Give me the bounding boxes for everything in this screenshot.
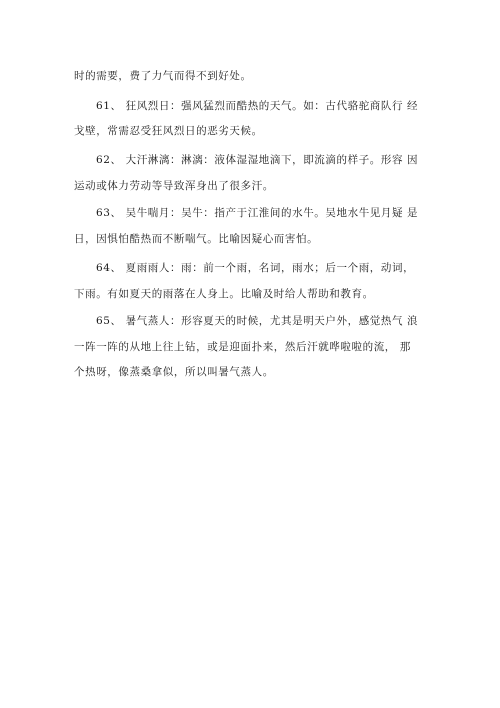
text-line: 运动或体力劳动等导致浑身出了很多汗。 [74,180,274,192]
text-line: 一阵一阵的从地上往上钻，或是迎面扑来，然后汗就哗啦啦的流， 那 [74,341,411,353]
entry-63-line: 63、 吴牛喘月：吴牛：指产于江淮间的水牛。吴地水牛见月疑 是 [96,207,419,219]
entry-65-line: 65、 暑气蒸人：形容夏天的时候，尤其是明天户外，感觉热气 浪 [96,315,419,327]
text-line: 下雨。有如夏天的雨落在人身上。比喻及时给人帮助和教育。 [74,288,374,300]
text-line: 日，因惧怕酷热而不断喘气。比喻因疑心而害怕。 [74,233,319,245]
entry-61-line: 61、 狂风烈日：强风猛烈而酷热的天气。如：古代骆驼商队行 经 [96,100,419,112]
entry-62-line: 62、 大汗淋漓：淋漓：液体湿湿地滴下，即流滴的样子。形容 因 [96,154,419,166]
text-line: 个热呀，像蒸桑拿似，所以叫暑气蒸人。 [74,366,274,378]
text-line: 时的需要，费了力气而得不到好处。 [74,70,252,82]
text-line: 戈壁，常需忍受狂风烈日的恶劣天候。 [74,125,263,137]
entry-64-line: 64、 夏雨雨人：雨：前一个雨，名词，雨水；后一个雨，动词， [96,262,415,274]
